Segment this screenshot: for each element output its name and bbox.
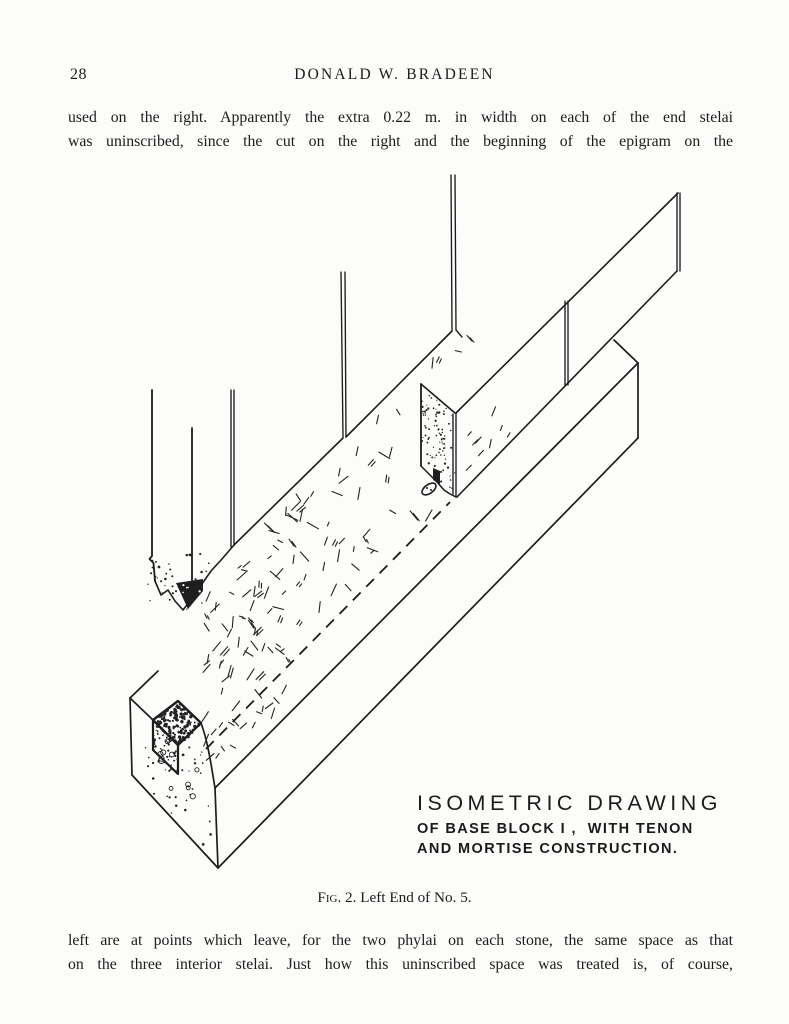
running-head: DONALD W. BRADEEN [294,66,495,83]
setting-line-dashed [206,502,450,749]
top-paragraph-line: was uninscribed, since the cut on the right and the beginning of the epigram on the [68,133,733,150]
figure-annotation-title: ISOMETRIC DRAWING [417,791,723,815]
figure-caption-text: Left End of No. 5. [356,889,472,906]
dowel-pebble [420,481,438,498]
top-paragraph-line: used on the right. Apparently the extra 0.22 m. in width on each of the end stelai [68,109,733,126]
figure-annotation-line2: OF BASE BLOCK I , WITH TENON [417,821,694,837]
left-stela-tenon [176,579,203,609]
middle-stela-tenon [433,468,440,484]
base-block-outline [130,340,638,868]
chisel-marks [202,336,510,761]
stelai-edges [150,175,681,610]
figure-caption-label: Fig. 2. [317,889,357,906]
bottom-paragraph-line: on the three interior stelai. Just how this uninscribed space was treated is, of course, [68,956,733,973]
bottom-paragraph-line: left are at points which leave, for the two phylai on each stone, the same space as that [68,932,733,949]
figure-annotation-line3: AND MORTISE CONSTRUCTION. [417,841,679,857]
page-number: 28 [70,66,87,83]
bottom-paragraph [68,929,733,977]
figure-caption [0,889,789,907]
